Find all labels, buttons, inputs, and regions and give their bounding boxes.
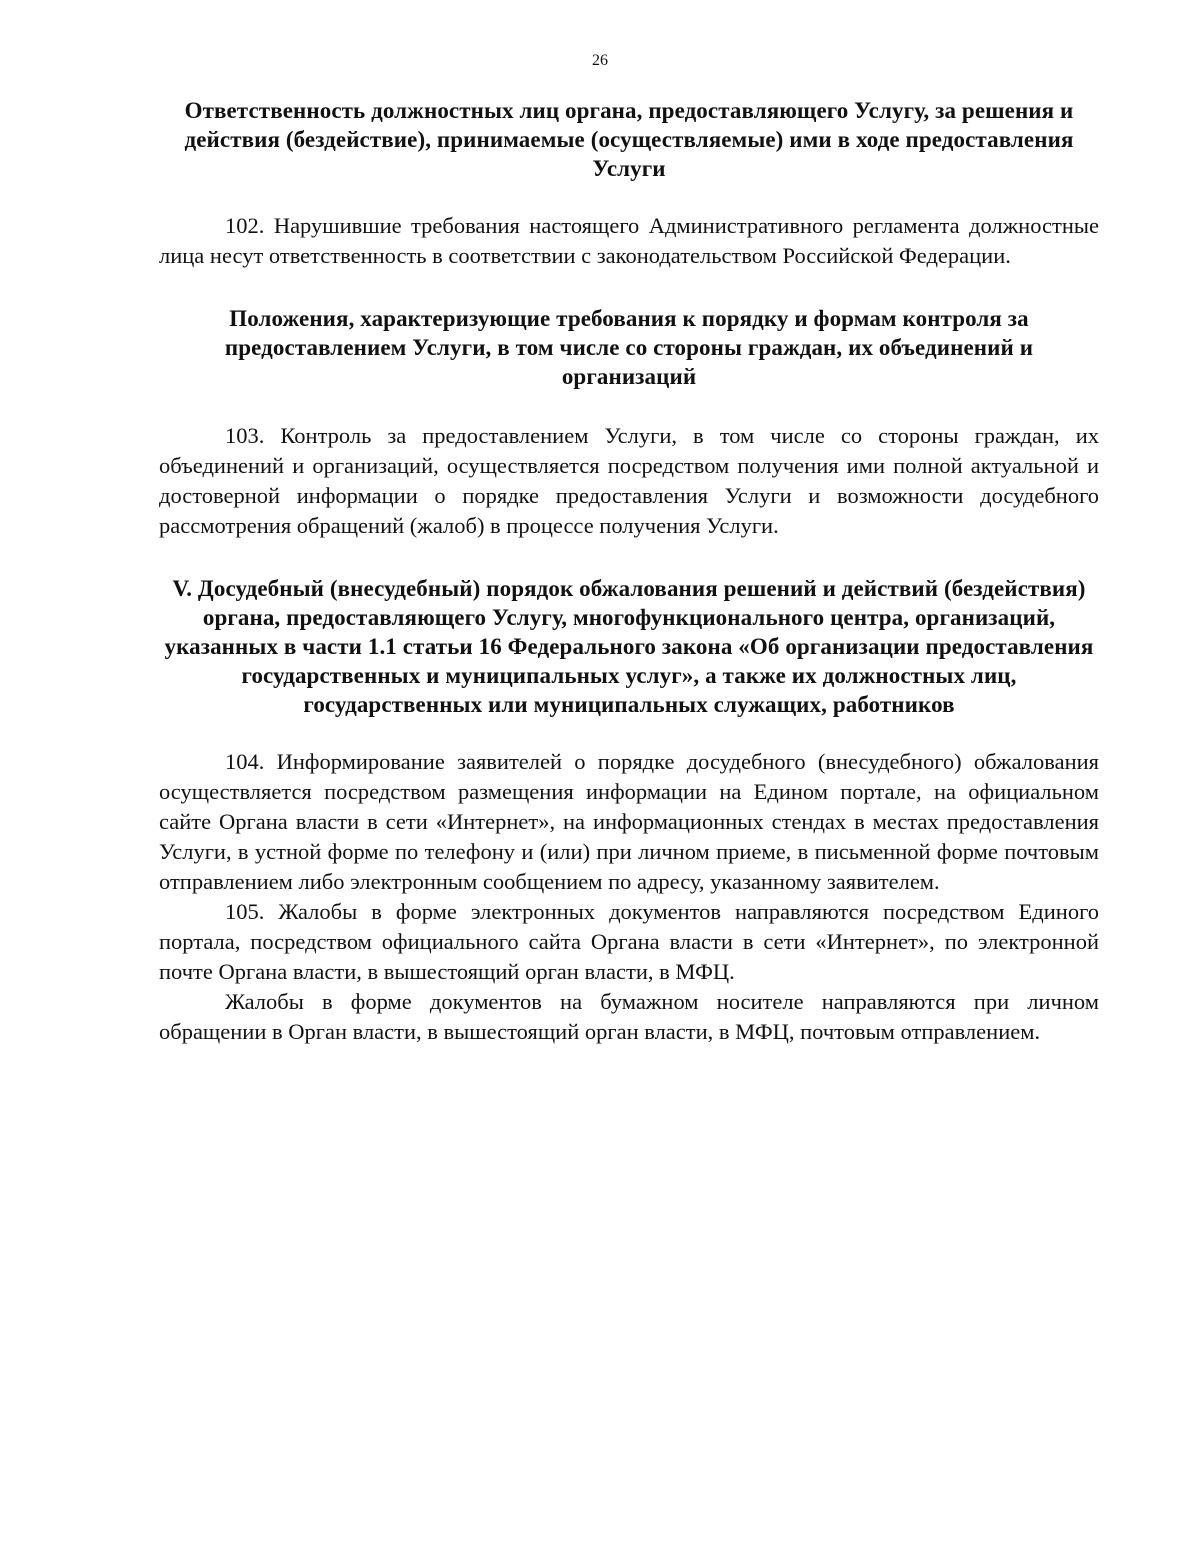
section-heading-responsibility: Ответственность должностных лиц органа, предоставляющего Услугу, за решения и действия (бездействие), принимаемые (осуществляемые) ими в ходе предоставления Услуги	[184, 98, 1074, 181]
page-content	[159, 96, 1099, 1047]
paragraph-102: 102. Нарушившие требования настоящего Административного регламента должностные лица несут ответственность в соответствии с законодательством Российской Федерации.	[159, 213, 1099, 268]
section-heading-pretrial-appeal: V. Досудебный (внесудебный) порядок обжалования решений и действий (бездействия) органа, предоставляющего Услугу, многофункционального центра, организаций, указанных в части 1.1 статьи 16 Федерального закона «Об организации предоставления государственных и муниципальных услуг», а также их должностных лиц, государственных или муниципальных служащих, работников	[164, 576, 1094, 717]
paragraph-103: 103. Контроль за предоставлением Услуги, в том числе со стороны граждан, их объединений и организаций, осуществляется посредством получения ими полной актуальной и достоверной информации о порядке предоставления Услуги и возможности досудебного рассмотрения обращений (жалоб) в процессе получения Услуги.	[159, 423, 1099, 538]
page-number: 26	[592, 52, 608, 69]
paragraph-104: 104. Информирование заявителей о порядке досудебного (внесудебного) обжалования осуществляется посредством размещения информации на Едином портале, на официальном сайте Органа власти в сети «Интернет», на информационных стендах в местах предоставления Услуги, в устной форме по телефону и (или) при личном приеме, в письменной форме почтовым отправлением либо электронным сообщением по адресу, указанному заявителем.	[159, 749, 1099, 894]
section-heading-control-requirements: Положения, характеризующие требования к порядку и формам контроля за предоставлением Услуги, в том числе со стороны граждан, их объединений и организаций	[224, 306, 1034, 389]
paragraph-105: 105. Жалобы в форме электронных документов направляются посредством Единого портала, посредством официального сайта Органа власти в сети «Интернет», по электронной почте Органа власти, в вышестоящий орган власти, в МФЦ.	[159, 899, 1099, 984]
paragraph-105-continued: Жалобы в форме документов на бумажном носителе направляются при личном обращении в Орган власти, в вышестоящий орган власти, в МФЦ, почтовым отправлением.	[159, 989, 1099, 1044]
